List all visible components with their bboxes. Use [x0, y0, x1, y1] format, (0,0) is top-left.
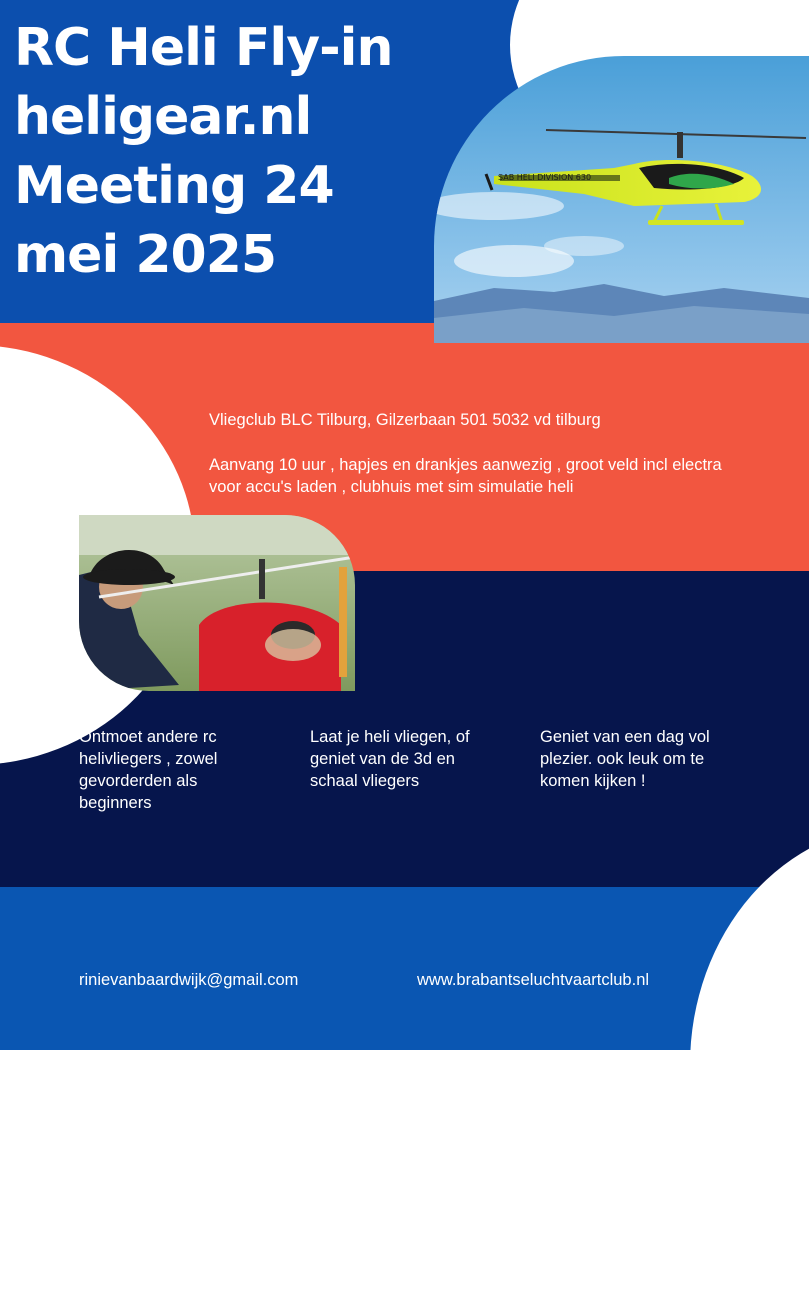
event-title — [14, 14, 393, 290]
feature-text-fly: Laat je heli vliegen, of geniet van de 3d en schaal vliegers — [310, 728, 470, 790]
title-line-2: heligear.nl — [14, 87, 312, 147]
contact-email: rinievanbaardwijk@gmail.com — [79, 971, 299, 989]
venue-address: Vliegclub BLC Tilburg, Gilzerbaan 501 5032 vd tilburg — [209, 411, 601, 429]
helicopter-decal: SAB HELI DIVISION 630 — [498, 173, 592, 182]
title-line-3: Meeting 24 — [14, 156, 334, 216]
feature-text-enjoy: Geniet van een dag vol plezier. ook leuk om te komen kijken ! — [540, 728, 710, 790]
event-description: Aanvang 10 uur , hapjes en drankjes aanwezig , groot veld incl electra voor accu's laden , clubhuis met sim simulatie heli — [209, 456, 722, 496]
contact-website: www.brabantseluchtvaartclub.nl — [417, 971, 650, 989]
title-line-1: RC Heli Fly-in — [14, 18, 393, 78]
title-line-4: mei 2025 — [14, 225, 277, 285]
pilot-with-helicopter-photo — [79, 515, 355, 691]
feature-text-meet: Ontmoet andere rc helivliegers , zowel gevorderden als beginners — [79, 728, 218, 812]
